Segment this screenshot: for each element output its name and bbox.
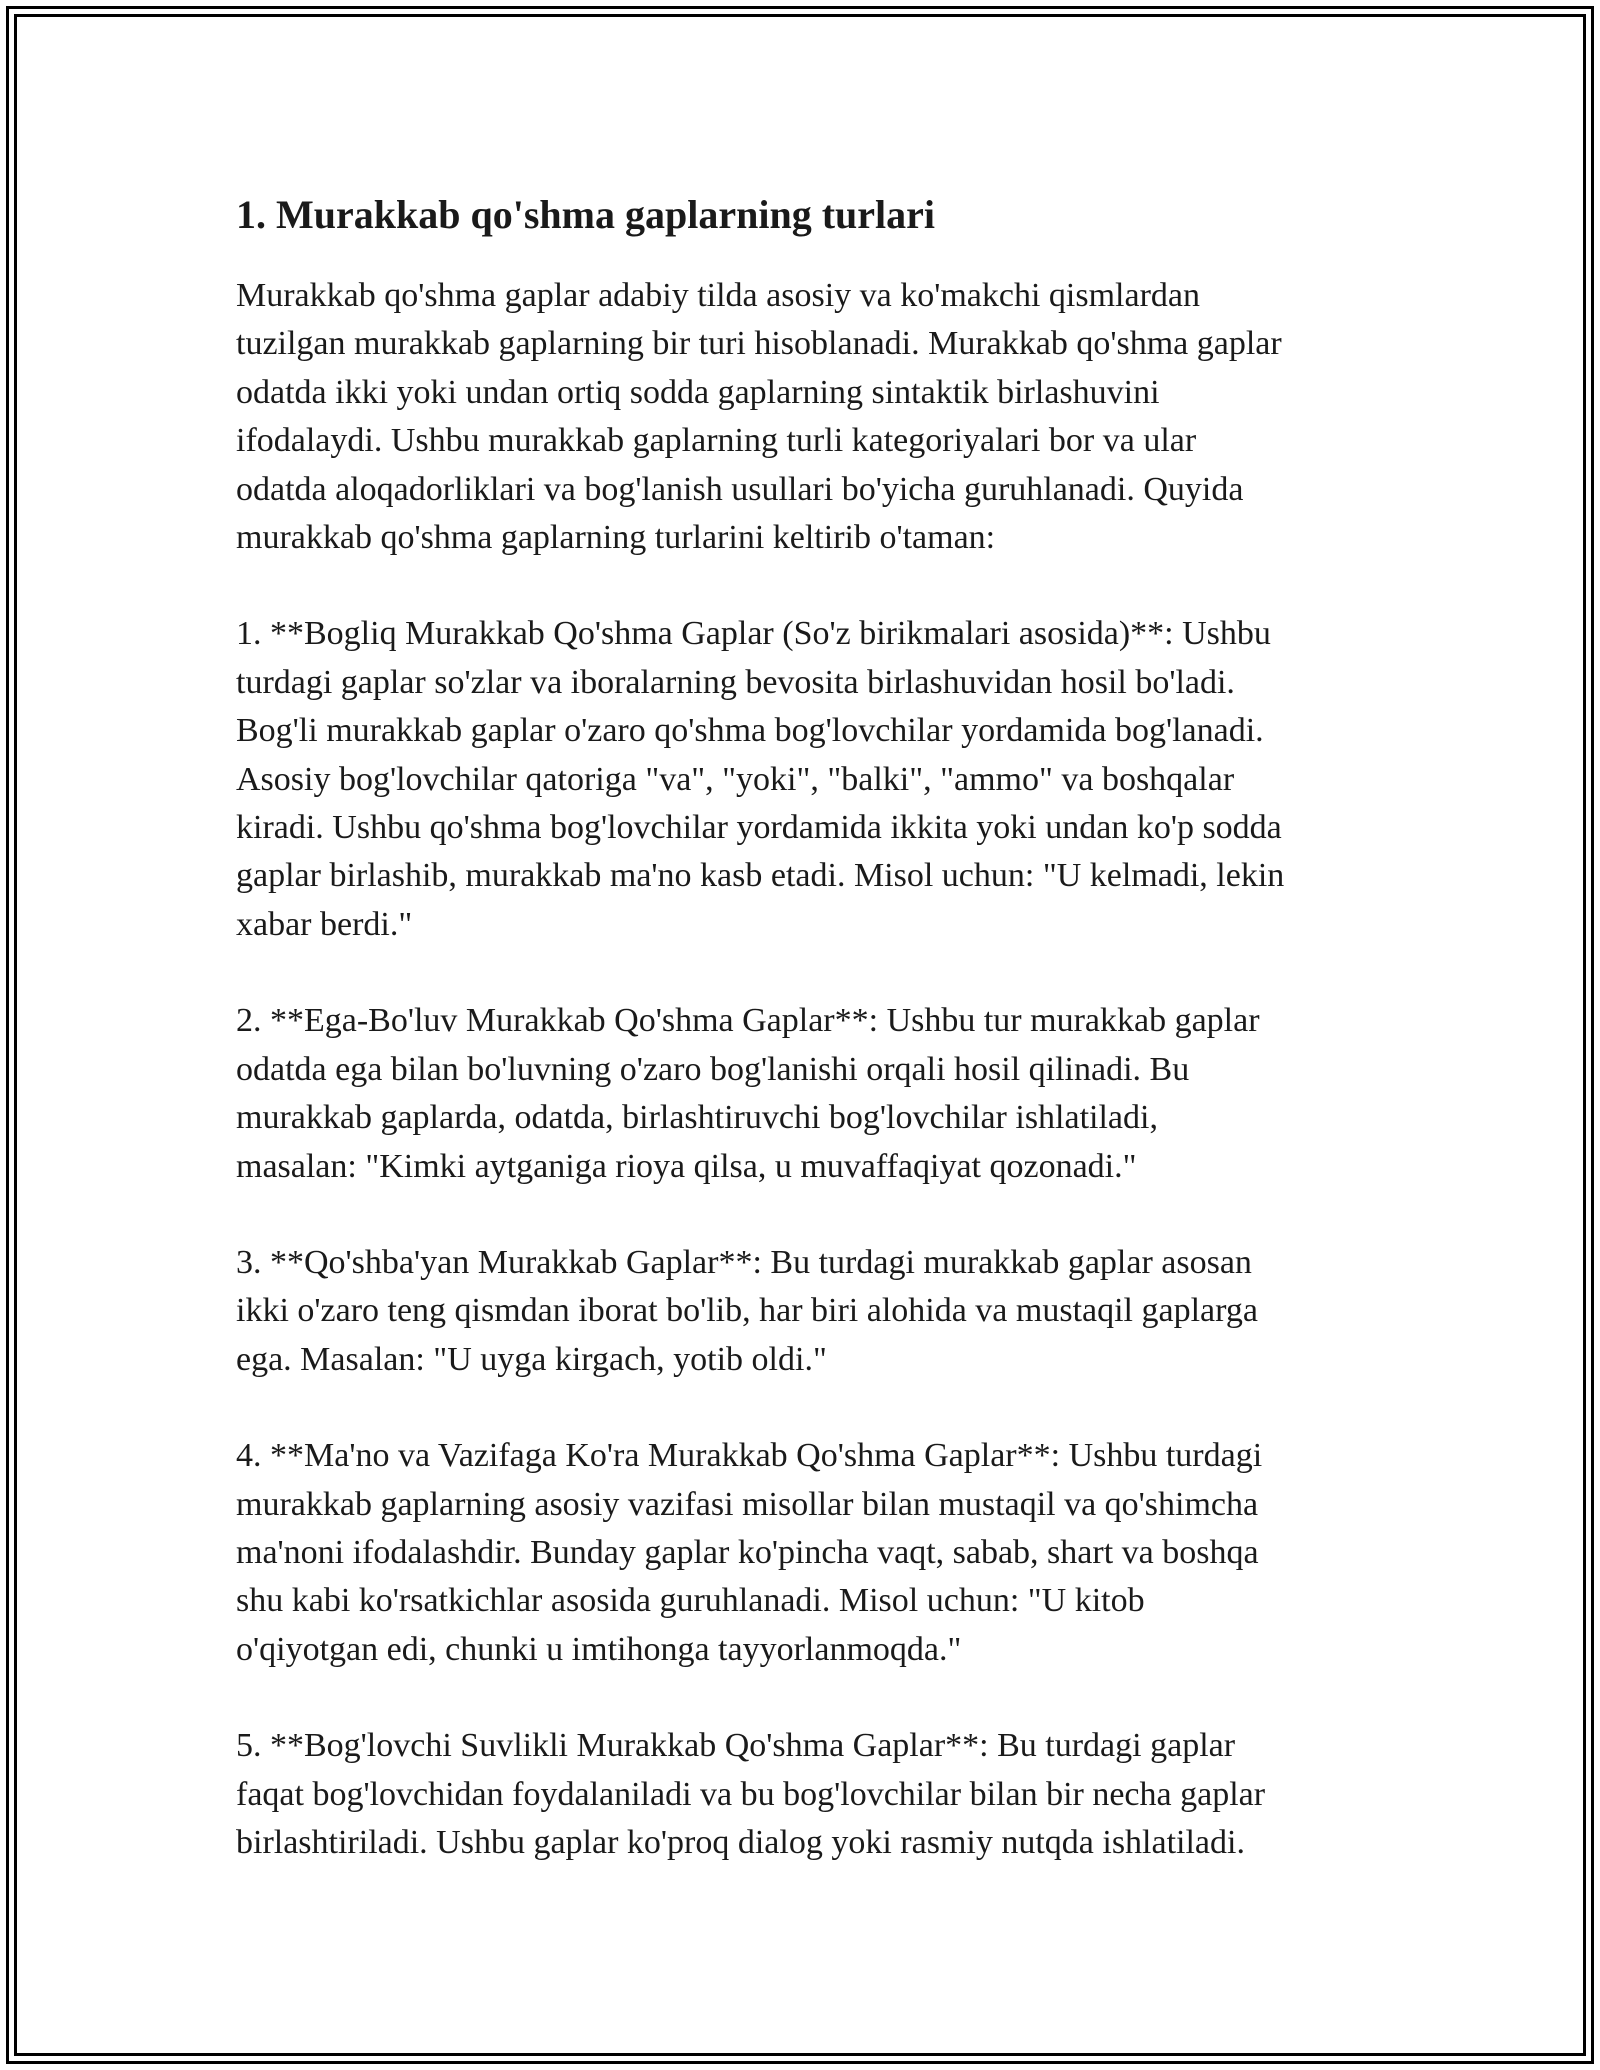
list-item-3-paragraph: 3. **Qo'shba'yan Murakkab Gaplar**: Bu turdagi murakkab gaplar asosan ikki o'zaro teng qismdan iborat bo'lib, har biri alohida va mustaqil gaplarga ega. Masalan: "U uyga kirgach, yotib oldi." [236,1243,1258,1378]
document-body [236,188,1376,1915]
document-title: 1. Murakkab qo'shma gaplarning turlari [236,192,936,237]
intro-paragraph: Murakkab qo'shma gaplar adabiy tilda asosiy va ko'makchi qismlardan tuzilgan murakkab gaplarning bir turi hisoblanadi. Murakkab qo'shma gaplar odatda ikki yoki undan ortiq sodda gaplarning sintaktik birlashuvini ifodalaydi. Ushbu murakkab gaplarning turli kategoriyalari bor va ular odatda aloqadorliklari va bog'lanish usullari bo'yicha guruhlanadi. Quyida murakkab qo'shma gaplarning turlarini keltirib o'taman: [236,277,1282,557]
list-item-1-paragraph: 1. **Bogliq Murakkab Qo'shma Gaplar (So'z birikmalari asosida)**: Ushbu turdagi gaplar so'zlar va iboralarning bevosita birlashuvidan hosil bo'ladi. Bog'li murakkab gaplar o'zaro qo'shma bog'lovchilar yordamida bog'lanadi. Asosiy bog'lovchilar qatoriga "va", "yoki", "balki", "ammo" va boshqalar kiradi. Ushbu qo'shma bog'lovchilar yordamida ikkita yoki undan ko'p sodda gaplar birlashib, murakkab ma'no kasb etadi. Misol uchun: "U kelmadi, lekin xabar berdi." [236,615,1285,943]
list-item-4-paragraph: 4. **Ma'no va Vazifaga Ko'ra Murakkab Qo'shma Gaplar**: Ushbu turdagi murakkab gaplarning asosiy vazifasi misollar bilan mustaqil va qo'shimcha ma'noni ifodalashdir. Bunday gaplar ko'pincha vaqt, sabab, shart va boshqa shu kabi ko'rsatkichlar asosida guruhlanadi. Misol uchun: "U kitob o'qiyotgan edi, chunki u imtihonga tayyorlanmoqda." [236,1437,1263,1668]
list-item-2-paragraph: 2. **Ega-Bo'luv Murakkab Qo'shma Gaplar**: Ushbu tur murakkab gaplar odatda ega bilan bo'luvning o'zaro bog'lanishi orqali hosil qilinadi. Bu murakkab gaplarda, odatda, birlashtiruvchi bog'lovchilar ishlatiladi, masalan: "Kimki aytganiga rioya qilsa, u muvaffaqiyat qozonadi." [236,1002,1260,1185]
list-item-5-paragraph: 5. **Bog'lovchi Suvlikli Murakkab Qo'shma Gaplar**: Bu turdagi gaplar faqat bog'lovchidan foydalaniladi va bu bog'lovchilar bilan bir necha gaplar birlashtiriladi. Ushbu gaplar ko'proq dialog yoki rasmiy nutqda ishlatiladi. [236,1727,1266,1861]
